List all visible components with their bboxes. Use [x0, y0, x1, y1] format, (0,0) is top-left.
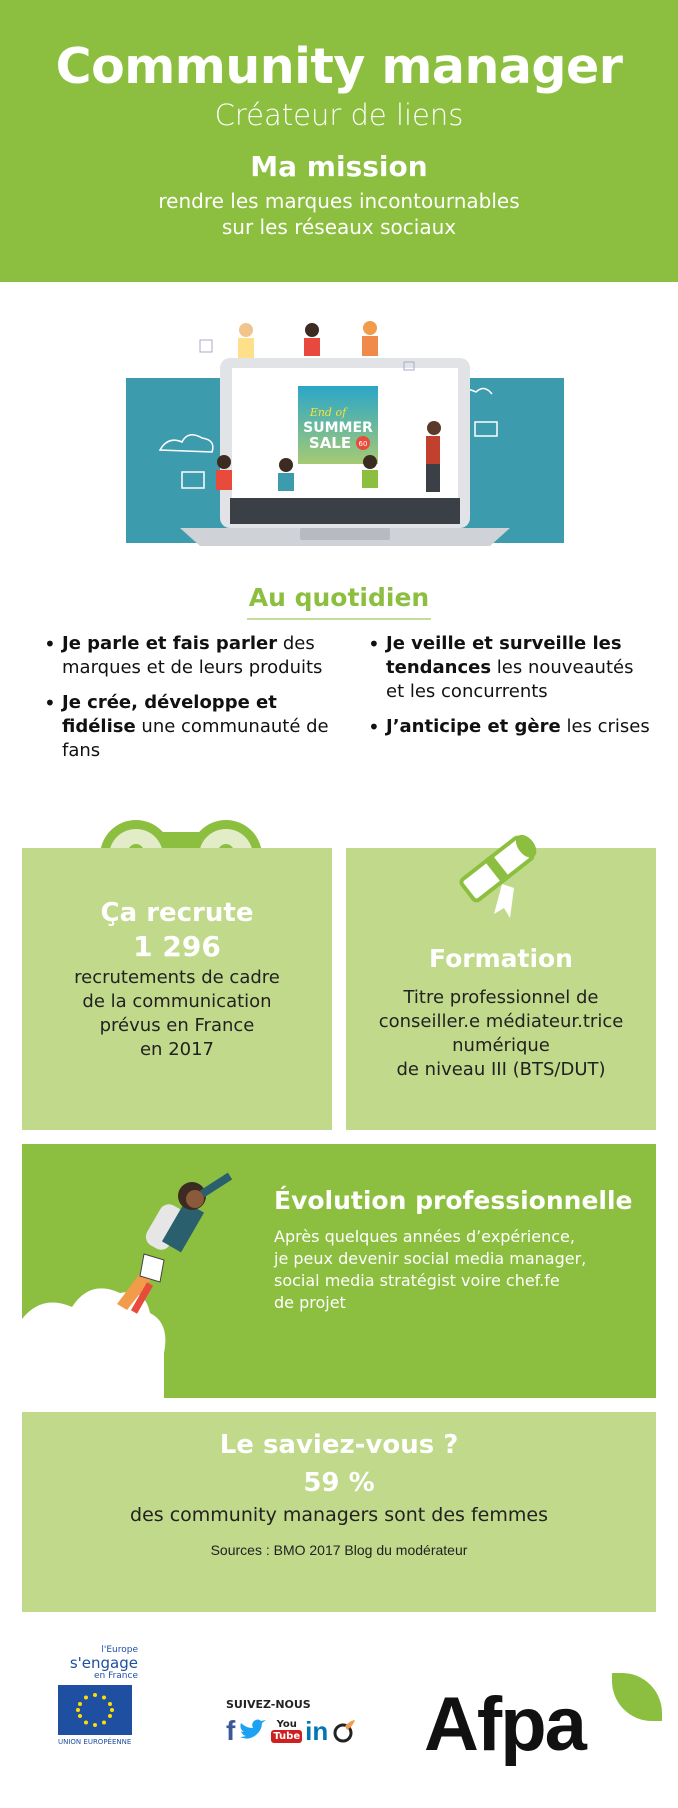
daily-item: [366, 715, 656, 739]
recruitment-line: en 2017: [139, 1039, 214, 1060]
poster-text-3: SALE: [308, 434, 352, 452]
laptop-social-illustration: [120, 300, 570, 565]
career-card: [22, 1144, 656, 1398]
facebook-icon[interactable]: f: [226, 1715, 236, 1746]
daily-item: [42, 691, 342, 763]
training-line: numérique: [452, 1035, 550, 1056]
mission-title: Ma mission: [250, 150, 428, 183]
follow-label: SUIVEZ-NOUS: [226, 1698, 311, 1711]
eu-logo: [58, 1645, 138, 1746]
social-links: [226, 1715, 357, 1747]
training-line: de niveau III (BTS/DUT): [396, 1059, 606, 1080]
daily-item-text: les crises: [560, 716, 650, 737]
mission-line-1: rendre les marques incontournables: [158, 189, 520, 213]
daily-item-text: les nouveautés et les concurrents: [386, 657, 634, 702]
daily-column-right: [366, 632, 656, 750]
fact-sources: Sources : BMO 2017 Blog du modérateur: [210, 1542, 468, 1558]
recruitment-line: recrutements de cadre: [74, 967, 280, 988]
daily-section-title: [0, 583, 678, 612]
career-title: Évolution professionnelle: [274, 1186, 633, 1215]
career-text: [274, 1226, 586, 1314]
page-subtitle: Créateur de liens: [214, 98, 464, 132]
career-line: social media stratégist voire chef.fe: [274, 1271, 560, 1290]
youtube-you: You: [276, 1719, 297, 1730]
training-text: [346, 986, 656, 1082]
eu-label: UNION EUROPÉENNE: [58, 1738, 132, 1746]
training-card: [346, 848, 656, 1130]
daily-title: Au quotidien: [247, 583, 431, 620]
mission-text: [0, 188, 678, 240]
eu-text-3: en France: [93, 1671, 138, 1681]
recruitment-line: prévus en France: [99, 1015, 255, 1036]
youtube-tube: Tube: [273, 1731, 301, 1742]
page-title: Community manager: [55, 38, 623, 95]
eu-text-2: s'engage: [69, 1654, 138, 1672]
jetpack-person-icon: [22, 1144, 262, 1398]
afpa-brand: Afpa: [424, 1682, 585, 1767]
daily-item-text: une communauté de fans: [62, 716, 329, 761]
career-line: de projet: [274, 1293, 346, 1312]
header-banner: [0, 0, 678, 282]
fact-percent: 59 %: [303, 1468, 375, 1498]
poster-text-1: End of: [309, 406, 347, 419]
recruitment-number: 1 296: [133, 930, 221, 963]
daily-item-bold: Je crée, développe et fidélise: [62, 692, 277, 737]
daily-column-left: [42, 632, 342, 774]
mission-line-2: sur les réseaux sociaux: [221, 215, 457, 239]
linkedin-icon[interactable]: in: [305, 1715, 329, 1746]
training-line: conseiller.e médiateur.trice: [378, 1011, 624, 1032]
footer: [0, 1625, 678, 1808]
recruitment-title: Ça recrute: [100, 898, 254, 928]
daily-item-bold: Je veille et surveille les tendances: [386, 633, 622, 678]
recruitment-card: [22, 848, 332, 1130]
career-line: Après quelques années d’expérience,: [274, 1227, 575, 1246]
eu-text-1: l'Europe: [101, 1645, 138, 1655]
daily-item-text: des marques et de leurs produits: [62, 633, 323, 678]
youtube-icon[interactable]: [271, 1719, 302, 1743]
viadeo-icon[interactable]: [331, 1718, 357, 1744]
daily-item: [366, 632, 656, 704]
afpa-leaf-icon: [612, 1673, 662, 1721]
poster-text-2: SUMMER: [303, 420, 373, 436]
poster-badge: 60: [358, 440, 368, 448]
afpa-logo: [424, 1661, 664, 1781]
daily-item: [42, 632, 342, 680]
recruitment-line: de la communication: [82, 991, 272, 1012]
fact-text: des community managers sont des femmes: [130, 1504, 548, 1526]
daily-item-bold: Je parle et fais parler: [62, 633, 278, 654]
training-line: Titre professionnel de: [403, 987, 599, 1008]
fact-card: [22, 1412, 656, 1612]
career-line: je peux devenir social media manager,: [274, 1249, 587, 1268]
twitter-icon[interactable]: [238, 1719, 268, 1743]
recruitment-text: [22, 966, 332, 1062]
diploma-scroll-icon: [442, 814, 552, 924]
eu-flag-icon: [58, 1685, 132, 1735]
daily-item-bold: J’anticipe et gère: [386, 716, 561, 737]
fact-title: Le saviez-vous ?: [219, 1430, 459, 1460]
training-title: Formation: [429, 944, 573, 973]
